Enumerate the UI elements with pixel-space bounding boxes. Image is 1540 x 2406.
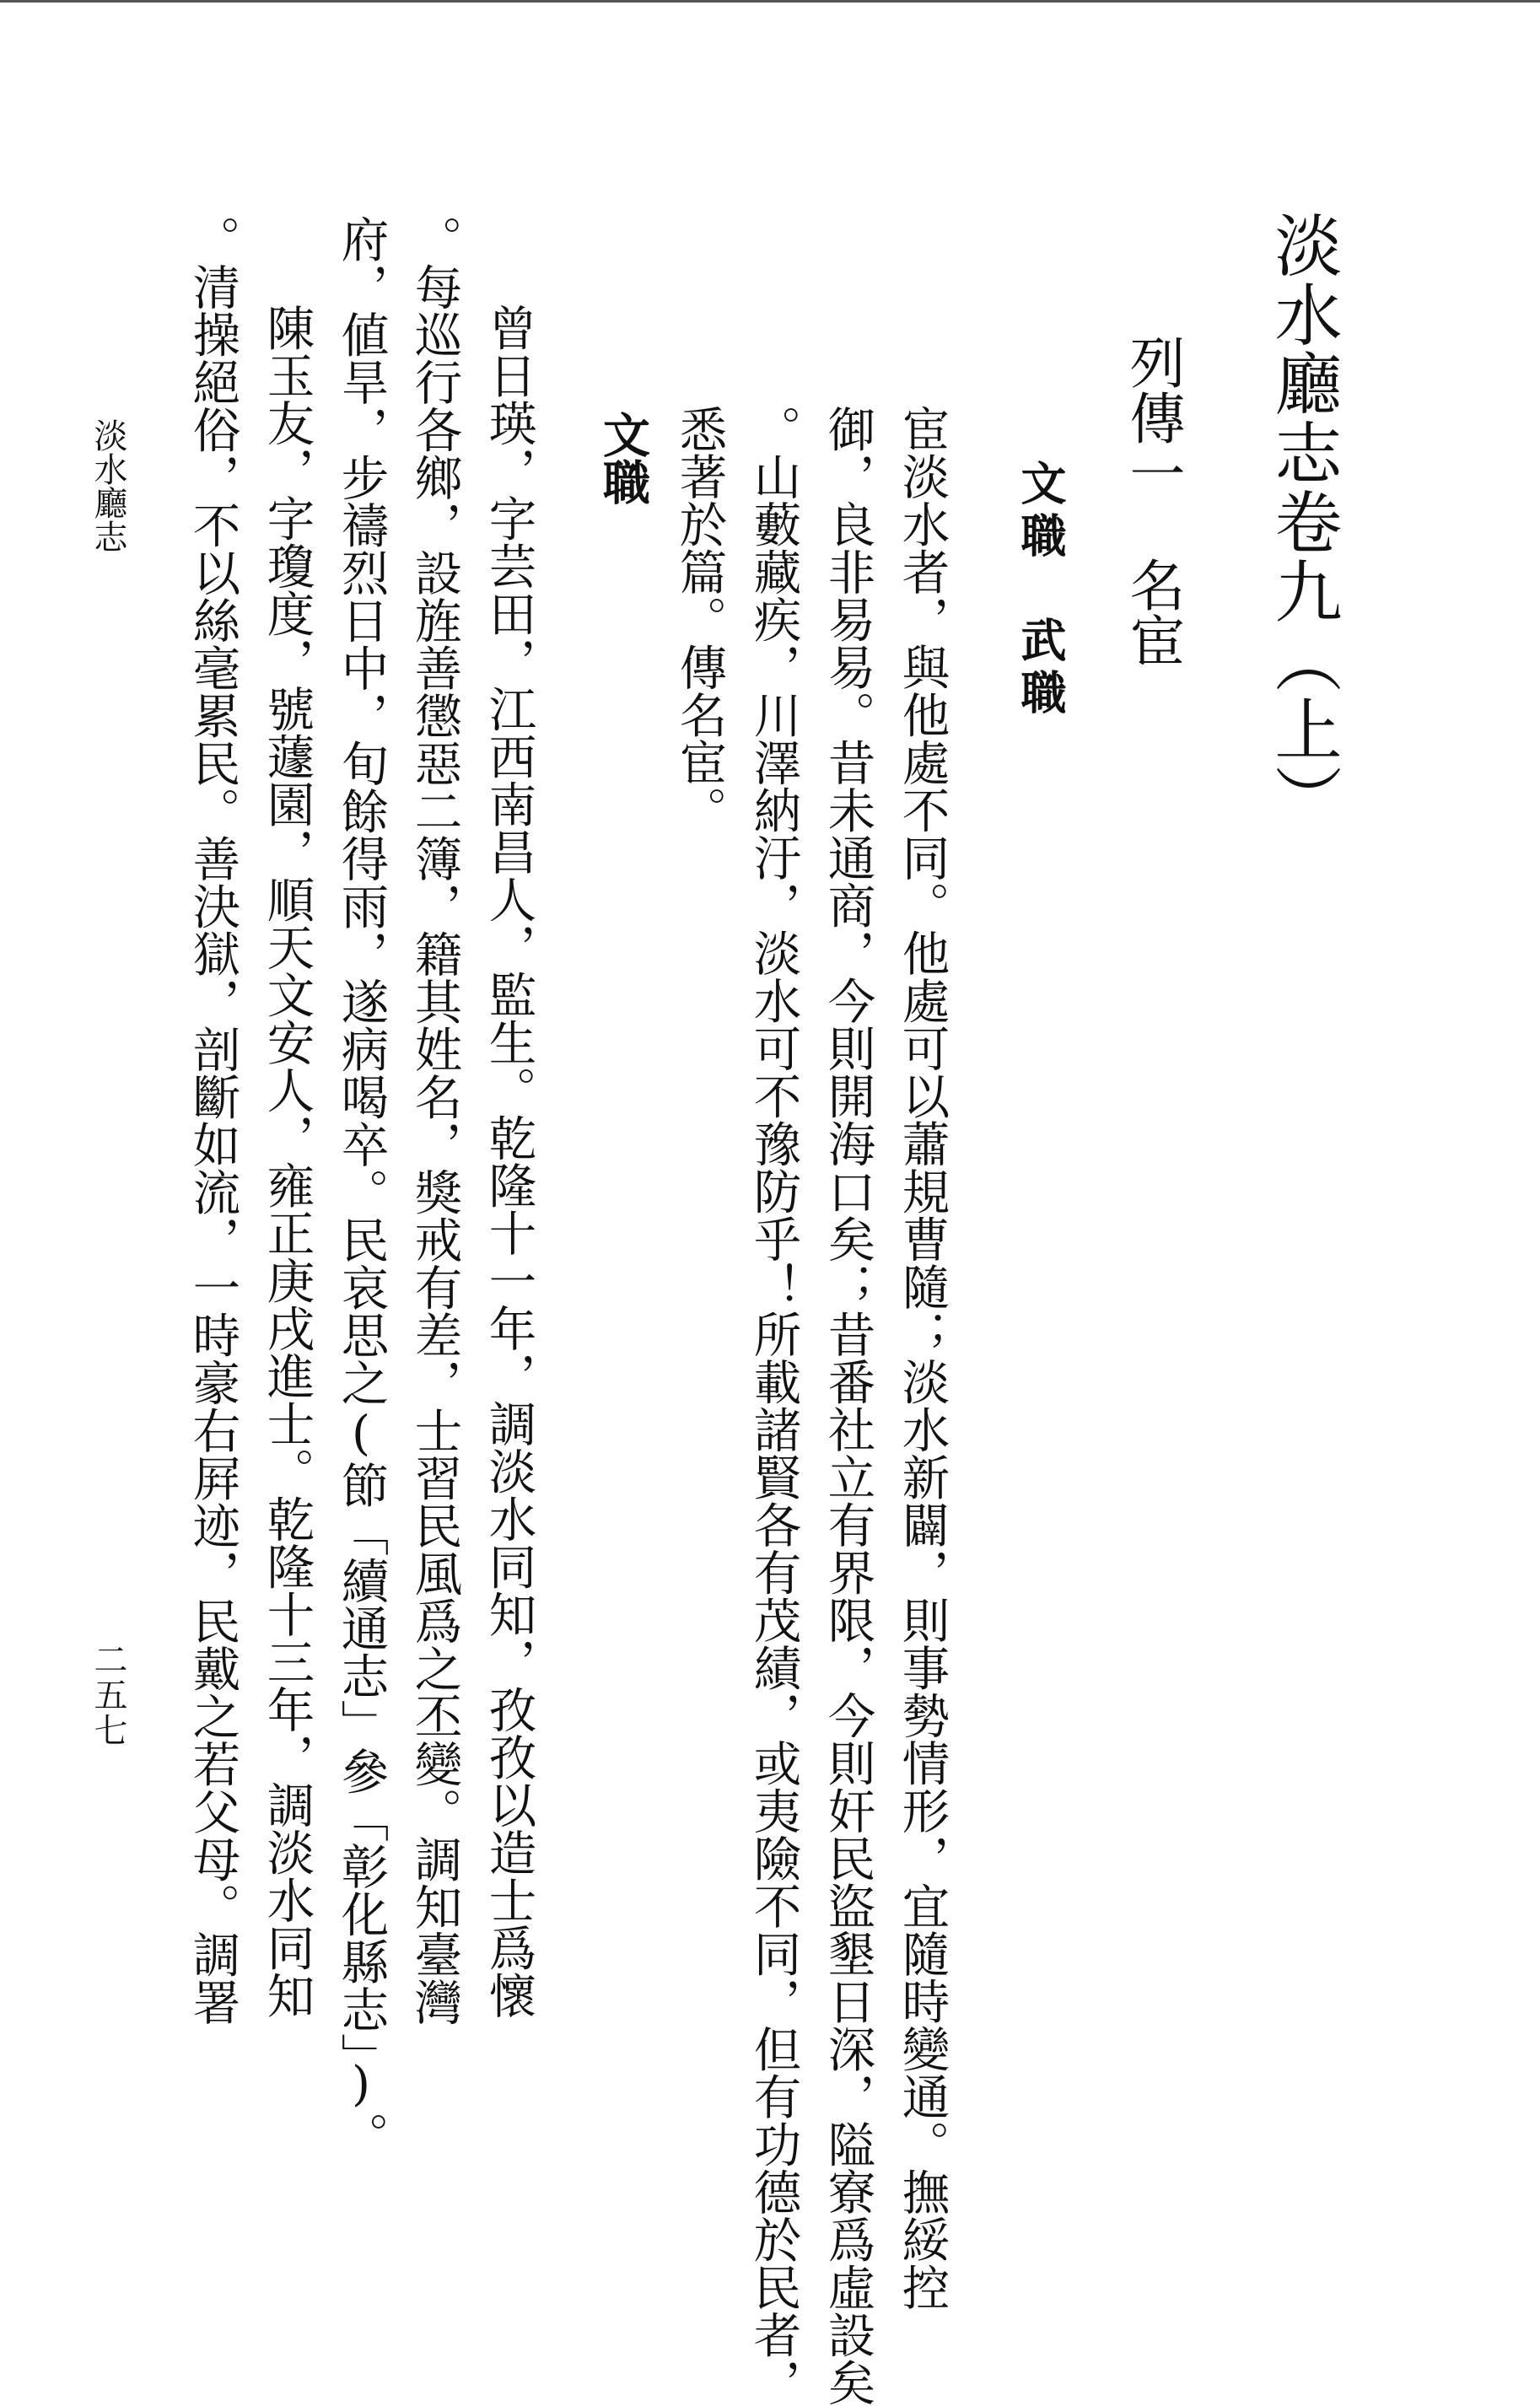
intro-line-4: 悉著於篇。傳名宦。 bbox=[671, 405, 727, 834]
biography-line-2: 。每巡行各鄉，設旌善懲惡二簿，籍其姓名，獎戒有差，士習民風爲之丕變。調知臺灣 bbox=[407, 215, 462, 2026]
biography-line-3: 府，値旱，步禱烈日中，旬餘得雨，遂病喝卒。民哀思之(節「續通志」參「彰化縣志」)。 bbox=[333, 215, 389, 2160]
running-head: 淡水廳志 bbox=[89, 418, 127, 553]
intro-line-2: 御，良非易易。昔未通商，今則開海口矣；昔番社立有界限，今則奸民盜墾日深，隘寮爲虛設矣 bbox=[820, 405, 875, 2406]
intro-line-1: 宦淡水者，與他處不同。他處可以蕭規曹隨；淡水新闢，則事勢情形，宜隨時變通。撫綏控 bbox=[894, 405, 950, 2311]
section-heading-civil: 文職 bbox=[595, 411, 650, 505]
volume-title: 淡水廳志卷九（上） bbox=[1263, 211, 1342, 833]
biography-line-1: 曾日瑛，字芸田，江西南昌人，監生。乾隆十一年，調淡水同知，孜孜以造士爲懷 bbox=[481, 304, 536, 2019]
chapter-title: 列傳一 名宦 bbox=[1120, 334, 1185, 668]
page-number: 二五七 bbox=[89, 1642, 127, 1748]
section-heading-civil-military: 文職 武職 bbox=[1014, 460, 1067, 721]
biography-line-4: 陳玉友，字瓊度，號蘧園，順天文安人，雍正庚戌進士。乾隆十三年，調淡水同知 bbox=[259, 304, 315, 2019]
biography-line-5: 。清操絕俗，不以絲毫累民。善決獄，剖斷如流，一時豪右屛迹，民戴之若父母。調署 bbox=[185, 215, 240, 2026]
top-border-rule bbox=[0, 0, 1540, 3]
intro-line-3: 。山藪藏疾，川澤納汙，淡水可不豫防乎！所載諸賢各有茂績，或夷險不同，但有功德於民者， bbox=[746, 405, 801, 2406]
